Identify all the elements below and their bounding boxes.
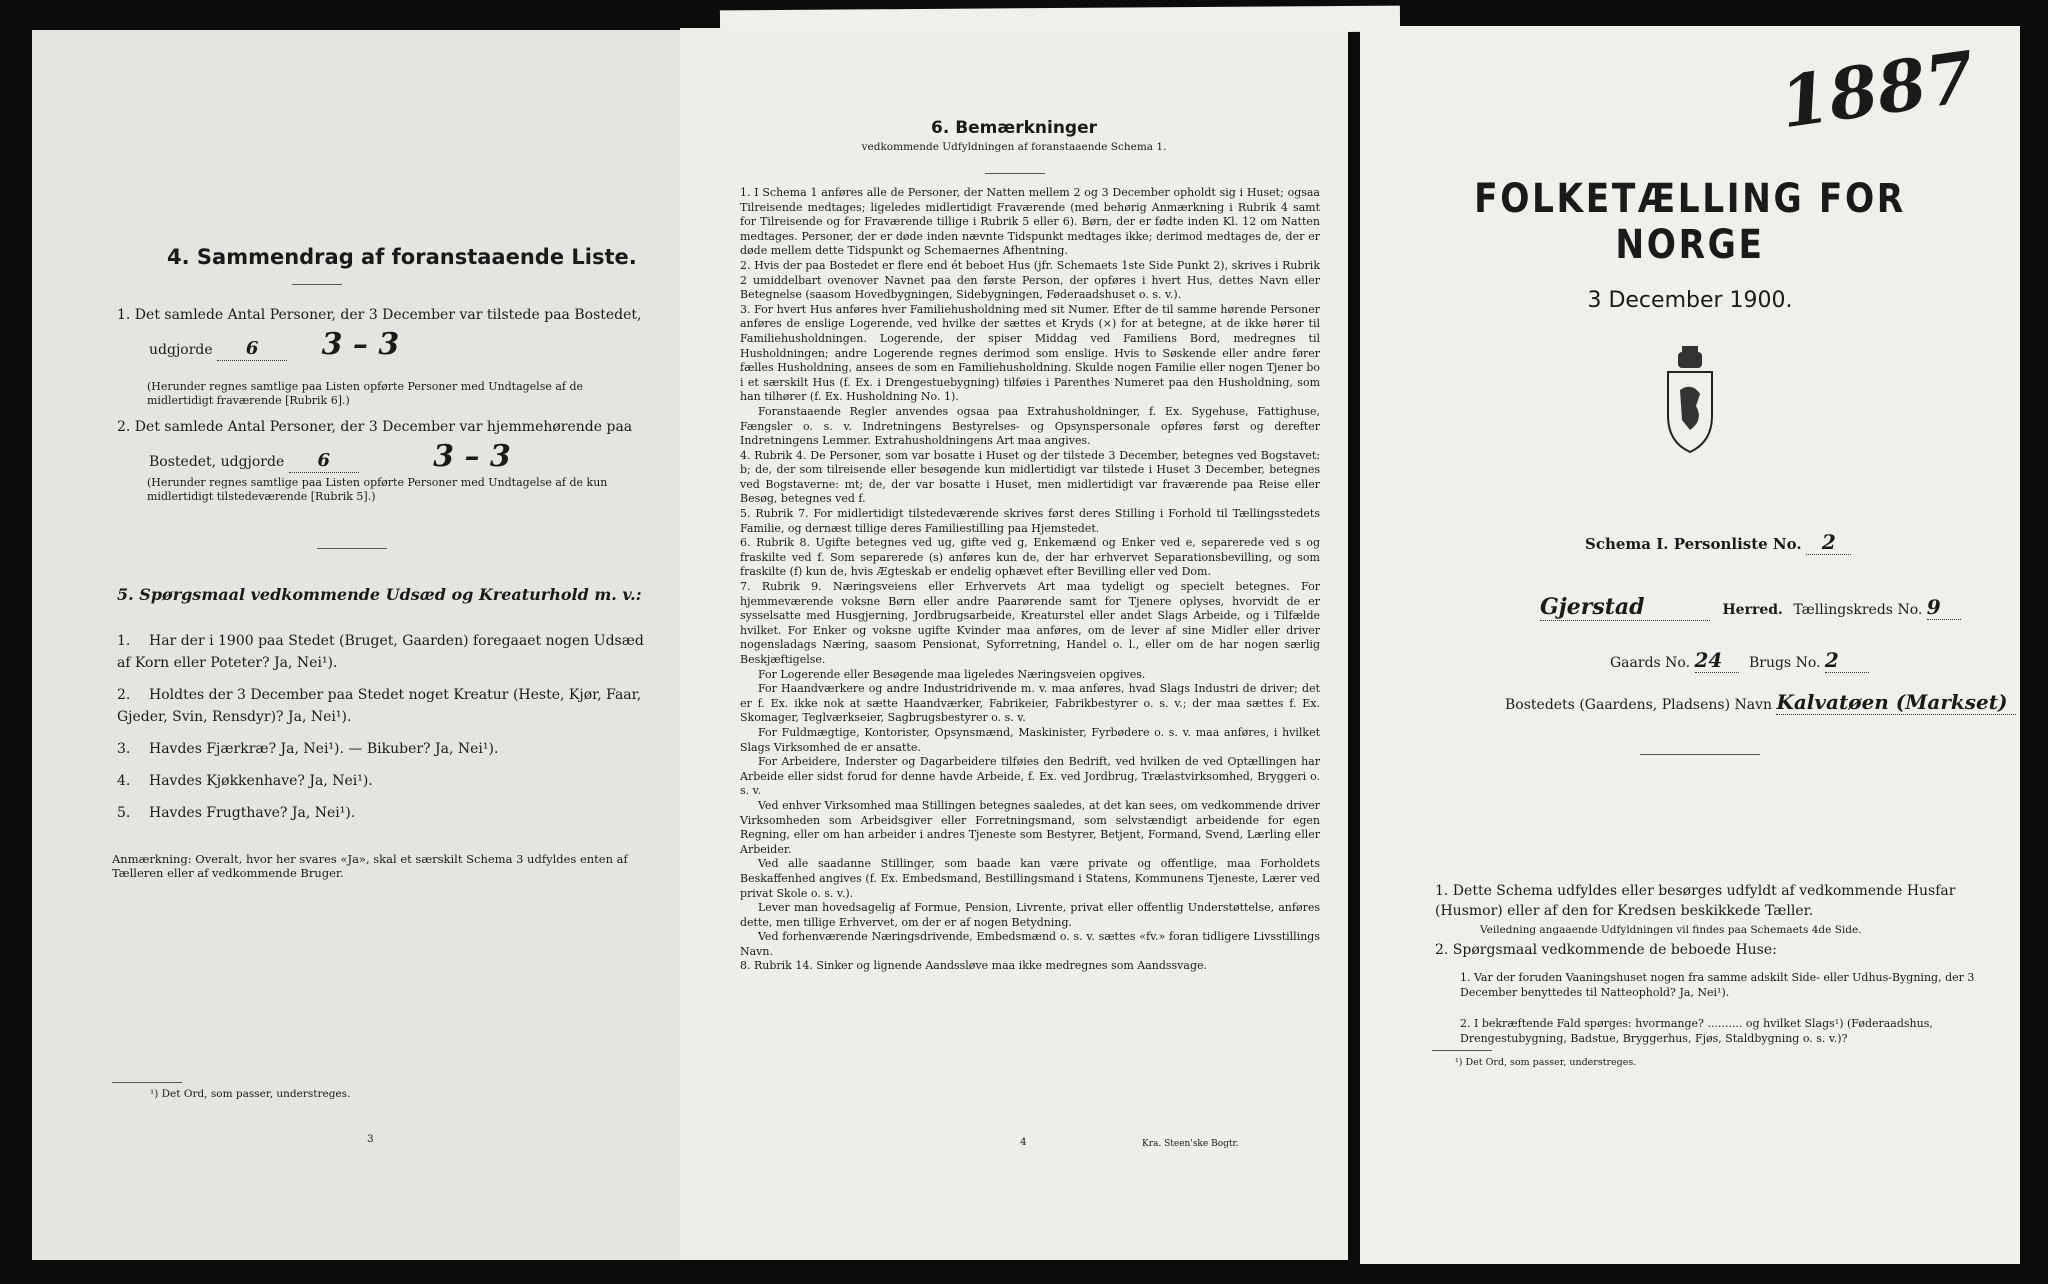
q1-answer-row [149, 327, 682, 362]
s5-item-num: 1. [117, 633, 131, 649]
footnote: ¹) Det Ord, som passer, understreges. [1455, 1057, 1637, 1068]
s5-item [117, 770, 657, 792]
gaards-label: Gaards No. [1610, 655, 1691, 671]
left-page [32, 30, 682, 1260]
s5-item-num: 5. [117, 805, 131, 821]
remark-paragraph: 8. Rubrik 14. Sinker og lignende Aandssløve maa ikke medregnes som Aandssvage. [740, 959, 1208, 973]
page-number: 4 [1020, 1136, 1027, 1148]
remark-paragraph: 3. For hvert Hus anføres hver Familiehusholdning med sit Numer. Efter de til samme hørende Personer anføres de enslige Logerende, ved hvilke der sættes et Kryds (×) for at betegne, at de ikke hører til Familiehusholdningen. Logerende, der spiser Middag ved Familiens Bord, medregnes til Husholdningen; andre Logerende regnes derimod som enslige. Hvis to Søskende eller andre fører fælles Husholdning, ansees de som en Familiehusholdning. Skulde nogen Familie eller nogen Tjener bo i et særskilt Hus (f. Ex. i Drengestuebygning) tilføies i Parenthes Numeret paa den Husholdning, som han tilhører (f. Ex. Husholdning No. 1). [740, 302, 1320, 404]
divider [292, 284, 342, 285]
q2-value-hand: 3 – 3 [433, 439, 511, 474]
stamp-number: 1887 [1775, 34, 1980, 145]
kreds-label: Tællingskreds No. [1793, 602, 1923, 618]
s5-item-text: Havdes Frugthave? Ja, Nei¹). [149, 805, 356, 821]
divider [1640, 754, 1760, 755]
s5-item [117, 684, 657, 728]
s5-item-num: 4. [117, 773, 131, 789]
s5-item-text: Har der i 1900 paa Stedet (Bruget, Gaarden) foregaaet nogen Udsæd af Korn eller Poteter? Ja, Nei¹). [117, 633, 644, 671]
instruction-1-note: Veiledning angaaende Udfyldningen vil findes paa Schemaets 4de Side. [1480, 924, 1862, 936]
remark-paragraph: For Arbeidere, Inderster og Dagarbeidere tilføies den Bedrift, ved hvilken de ved Optællingen har Arbeide eller sidst forud for denne havde Arbeide, f. Ex. ved Jordbrug, Trælastvirksomhed, Bryggeri o. s. v. [740, 755, 1320, 798]
remark-paragraph: 5. Rubrik 7. For midlertidigt tilstedeværende skrives først deres Stilling i Forhold til Tællingsstedets Familie, og dernæst tillige deres Familiestilling paa Hjemstedet. [740, 507, 1320, 535]
footnote-rule [112, 1082, 182, 1083]
q2-value-printed: 6 [289, 450, 359, 473]
s5-item-text: Havdes Fjærkræ? Ja, Nei¹). — Bikuber? Ja, Nei¹). [149, 741, 499, 757]
s5-item-text: Holdtes der 3 December paa Stedet noget Kreatur (Heste, Kjør, Faar, Gjeder, Svin, Rensdyr)? Ja, Nei¹). [117, 687, 642, 725]
page-number: 3 [367, 1133, 374, 1145]
q1-value-hand: 3 – 3 [321, 327, 400, 362]
s5-item [117, 802, 657, 824]
herred-label: Herred. [1722, 602, 1783, 618]
remark-paragraph: Lever man hovedsagelig af Formue, Pension, Livrente, privat eller offentlig Understøttelse, anføres dette, men tillige Erhvervet, om der er af nogen Betydning. [740, 901, 1320, 929]
remarks-subtitle: vedkommende Udfyldningen af foranstaaende Schema 1. [861, 141, 1167, 153]
q2-answer-row [149, 439, 682, 474]
kreds-no: 9 [1927, 595, 1961, 620]
personliste-no: 2 [1806, 530, 1851, 555]
schema-row [1585, 530, 1851, 555]
s5-item [117, 630, 657, 674]
census-date: 3 December 1900. [1587, 288, 1793, 313]
bosted-row [1505, 690, 2016, 715]
remark-paragraph: Foranstaaende Regler anvendes ogsaa paa Extrahusholdninger, f. Ex. Sygehuse, Fattighuse, Fængsler o. s. v. Indretningens Bestyrelses- og Opsynspersonale opføres først og derefter Indretningens Lemmer. Extrahusholdningens Art maa angives. [740, 404, 1320, 448]
remark-paragraph: Ved enhver Virksomhed maa Stillingen betegnes saaledes, at det kan sees, om vedkommende driver Virksomheden som Arbeidsgiver eller Forretningsmand, som selvstændigt arbeidende for egen Regning, eller om han arbeider i andres Tjeneste som Bestyrer, Betjent, Formand, Svend, Lærling eller Arbeider. [740, 798, 1320, 856]
divider [317, 548, 387, 549]
divider [985, 173, 1045, 174]
herred-value: Gjerstad [1540, 594, 1710, 621]
instruction-2-2: 2. I bekræftende Fald spørges: hvormange? .......... og hvilket Slags¹) (Føderaadshus, Drengestubygning, Badstue, Bryggerhus, Fjøs, Staldbygning o. s. v.)? [1460, 1017, 1933, 1045]
bosted-label: Bostedets (Gaardens, Pladsens) Navn [1505, 697, 1773, 713]
coat-of-arms [1660, 346, 1720, 460]
gaards-no: 24 [1695, 648, 1739, 673]
section4-title: 4. Sammendrag af foranstaaende Liste. [167, 245, 637, 269]
remark-paragraph: 6. Rubrik 8. Ugifte betegnes ved ug, gifte ved g, Enkemænd og Enker ved e, separerede ved s og fraskilte ved f. Som separerede (s) anføres kun de, der har erhvervet Separationsbevilling, og som fraskilte (f) kun de, hvis Ægteskab er endelig ophævet efter Bevilling eller ved Dom. [740, 536, 1320, 579]
instruction-2: 2. Spørgsmaal vedkommende de beboede Huse: [1435, 942, 1777, 958]
instruction-1: 1. Dette Schema udfyldes eller besørges udfyldt af vedkommende Husfar (Husmor) eller af den for Kredsen beskikkede Tæller. [1435, 883, 1956, 919]
q1-text: 1. Det samlede Antal Personer, der 3 December var tilstede paa Bostedet, [117, 307, 642, 323]
brugs-label: Brugs No. [1748, 655, 1821, 671]
footnote-rule [1432, 1050, 1492, 1051]
census-title: FOLKETÆLLING FOR NORGE [1474, 176, 1906, 268]
q1-value-printed: 6 [217, 338, 287, 361]
q1-udgjorde-label: udgjorde [149, 342, 213, 358]
section5-title: 5. Spørgsmaal vedkommende Udsæd og Kreaturhold m. v.: [117, 585, 642, 604]
schema-label: Schema I. Personliste No. [1585, 535, 1802, 553]
remark-paragraph: For Logerende eller Besøgende maa ligeledes Næringsveien opgives. [758, 667, 1146, 681]
s5-item-num: 3. [117, 741, 131, 757]
instruction-2-1: 1. Var der foruden Vaaningshuset nogen fra samme adskilt Side- eller Udhus-Bygning, der 3 December benyttedes til Natteophold? Ja, Nei¹). [1460, 971, 1975, 999]
footnote: ¹) Det Ord, som passer, understreges. [150, 1088, 351, 1100]
printer-imprint: Kra. Steen'ske Bogtr. [1142, 1139, 1239, 1149]
remark-paragraph: 7. Rubrik 9. Næringsveiens eller Erhvervets Art maa tydeligt og specielt betegnes. For hjemmeværende voksne Børn eller andre Paarørende samt for Tjenere oplyses, hvorvidt de er sysselsatte med Husgjerning, Jordbrugsarbeide, Kreaturstel eller andet Slags Arbeide, og i Tilfælde hvilket. For Enker og voksne ugifte Kvinder maa anføres, om de lever af sine Midler eller driver nogensladags Næring, saasom Pensionat, Syforretning, Handel o. l., eller om de har nogen særlig Beskjæftigelse. [740, 580, 1320, 666]
remark-paragraph: For Fuldmægtige, Kontorister, Opsynsmænd, Maskinister, Fyrbødere o. s. v. maa anføres, i hvilket Slags Virksomhed de er ansatte. [740, 725, 1320, 754]
remark-paragraph: 2. Hvis der paa Bostedet er flere end ét beboet Hus (jfr. Schemaets 1ste Side Punkt 2), skrives i Rubrik 2 umiddelbart ovenover Navnet paa den første Person, der opføres i hvert Hus, dettes Navn eller Betegnelse (saasom Hovedbygningen, Sidebygningen, Føderaadshuset o. s. v.). [740, 258, 1320, 302]
q2-bostedet-label: Bostedet, udgjorde [149, 454, 285, 470]
gaards-row [1610, 648, 1869, 673]
middle-page [680, 28, 1348, 1260]
herred-row [1540, 594, 1961, 621]
remark-paragraph: Ved forhenværende Næringsdrivende, Embedsmænd o. s. v. sættes «fv.» foran tidligere Livsstillings Navn. [740, 930, 1320, 958]
remark-paragraph: 4. Rubrik 4. De Personer, som var bosatte i Huset og der tilstede 3 December, betegnes ved Bogstavet: b; de, der som tilreisende eller besøgende kun midlertidigt var tilstede i Huset 3 December, betegnes ved Bogstaverne: mt; de, der var bosatte i Huset, men midlertidigt var fraværende paa Reise eller Besøg, betegnes ved f. [740, 448, 1320, 506]
q2-text: 2. Det samlede Antal Personer, der 3 December var hjemmehørende paa [117, 419, 633, 435]
anmerkning: Anmærkning: Overalt, hvor her svares «Ja», skal et særskilt Schema 3 udfyldes enten af Tælleren eller af vedkommende Bruger. [112, 852, 628, 880]
s5-item-text: Havdes Kjøkkenhave? Ja, Nei¹). [149, 773, 373, 789]
s5-item-num: 2. [117, 687, 131, 703]
remarks-title: 6. Bemærkninger [930, 118, 1098, 138]
remark-paragraph: Ved alle saadanne Stillinger, som baade kan være private og offentlige, maa Forholdets Beskaffenhed angives (f. Ex. Embedsmand, Bestillingsmand i Statens, Kommunens Tjeneste, Lærer ved privat Skole o. s. v.). [740, 857, 1320, 900]
q1-note: (Herunder regnes samtlige paa Listen opførte Personer med Undtagelse af de midlertidigt fraværende [Rubrik 6].) [147, 380, 584, 407]
remark-paragraph: 1. I Schema 1 anføres alle de Personer, der Natten mellem 2 og 3 December opholdt sig i Huset; ogsaa Tilreisende medtages; ligeledes midlertidigt Fraværende (med behørig Anmærkning i Rubrik 4 samt for Tilreisende og for Fraværende tillige i Rubrik 5 eller 6). Børn, der er fødte inden Kl. 12 om Natten medtages. Personer, der er døde inden nævnte Tidspunkt medtages ikke; derimod medtages de, der er døde mellem dette Tidspunkt og Schemaernes Afhentning. [740, 186, 1320, 258]
q2-note: (Herunder regnes samtlige paa Listen opførte Personer med Undtagelse af de kun midlertidigt tilstedeværende [Rubrik 5].) [147, 476, 608, 503]
right-page [1360, 26, 2020, 1264]
brugs-no: 2 [1825, 648, 1869, 673]
bosted-value: Kalvatøen (Markset) [1776, 690, 2016, 715]
remark-paragraph: For Haandværkere og andre Industridrivende m. v. maa anføres, hvad Slags Industri de driver; det er f. Ex. ikke nok at sætte Haandværker, Fabrikeier, Fabrikbestyrer o. s. v.; der maa sættes f. Ex. Skomager, Teglværkseier, Sagbrugsbestyrer o. s. v. [740, 682, 1320, 725]
s5-item [117, 738, 657, 760]
remarks-body [740, 186, 1320, 974]
